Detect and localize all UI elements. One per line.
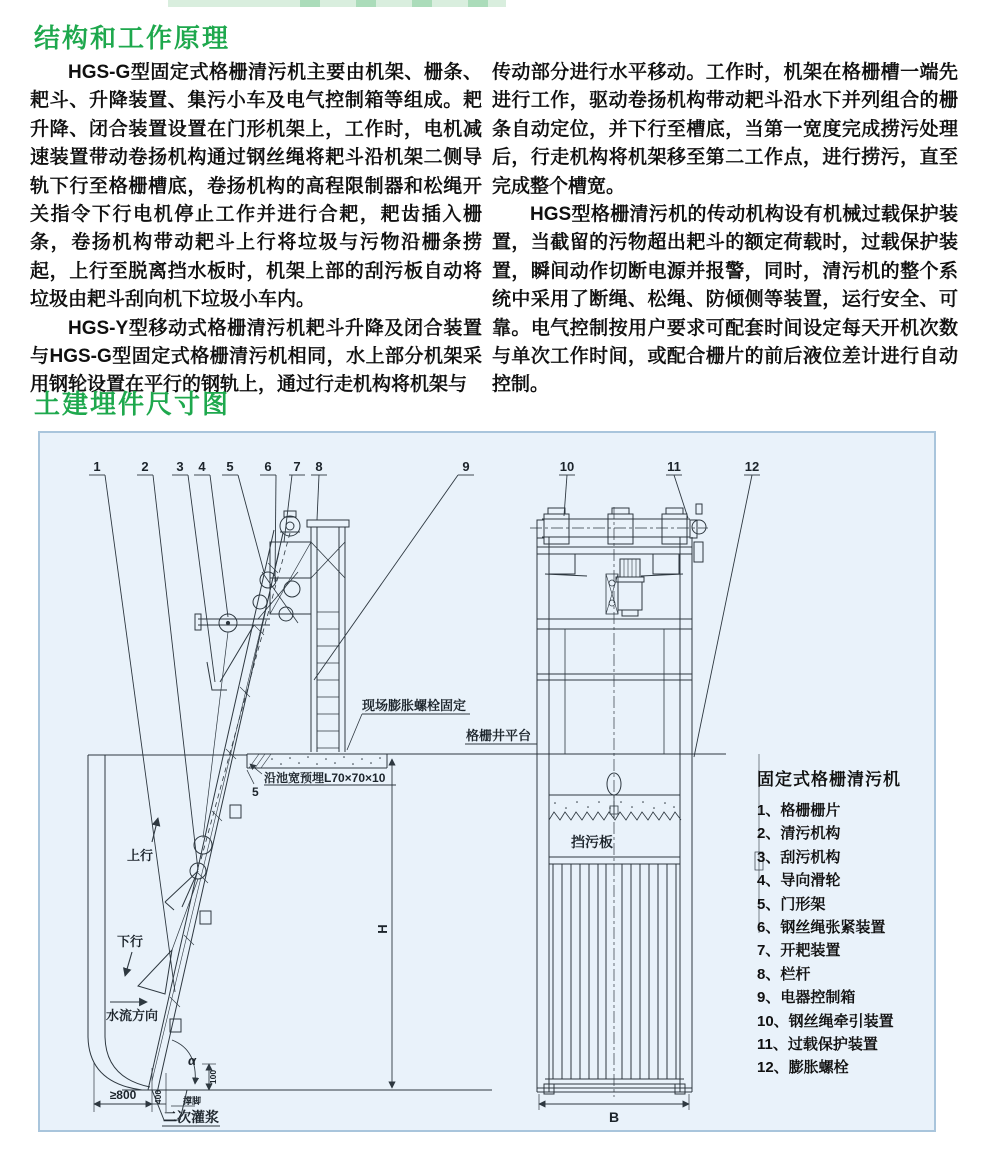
section-title-structure-principle: 结构和工作原理 bbox=[34, 23, 231, 53]
label-baffle-plate: 挡污板 bbox=[571, 834, 613, 850]
callout-10: 10 bbox=[559, 459, 575, 474]
front-view bbox=[530, 504, 763, 1110]
body-text-left-column bbox=[30, 59, 482, 400]
label-embedded-angle: 沿池宽预埋L70×70×10 bbox=[264, 771, 386, 785]
label-down: 下行 bbox=[116, 934, 144, 949]
dim-B: B bbox=[608, 1109, 620, 1125]
callout-8: 8 bbox=[315, 459, 323, 474]
callout-4: 4 bbox=[198, 459, 206, 474]
legend-item: 10、钢丝绳牵引装置 bbox=[757, 1012, 894, 1030]
paragraph: HGS-G型固定式格栅清污机主要由机架、栅条、耙斗、升降装置、集污小车及电气控制箱等组成。耙升降、闭合装置设置在门形机架上，工作时，电机减速装置带动卷扬机构通过钢丝绳将耙斗沿机架二侧导轨下行至格栅槽底，卷扬机构的高程限制器和松绳开关指令下行电机停止工作并进行合耙，耙齿插入栅条，卷扬机构带动耙斗上行将垃圾与污物沿栅条捞起，上行至脱离挡水板时，机架上部的刮污板自动将垃圾由耙斗刮向机下垃圾小车内。 bbox=[30, 62, 482, 311]
legend-item: 2、清污机构 bbox=[757, 825, 841, 843]
dim-H: H bbox=[375, 924, 390, 934]
label-embed-ref-5: 5 bbox=[252, 785, 259, 799]
legend-item: 6、钢丝绳张紧装置 bbox=[757, 919, 886, 937]
previous-section-cutoff bbox=[168, 0, 506, 7]
callout-leaders bbox=[89, 475, 760, 992]
paragraph: HGS型格栅清污机的传动机构设有机械过载保护装置，当截留的污物超出耙斗的额定荷载时，过载保护装置，瞬间动作切断电源并报警，同时，清污机的整个系统中采用了断绳、松绳、防倾侧等装置，运行安全、可靠。电气控制按用户要求可配套时间设定每天开机次数与单次工作时间，或配合栅片的前后液位差计进行自动控制。 bbox=[492, 204, 958, 396]
label-site-expansion-bolt: 现场膨胀螺栓固定 bbox=[362, 698, 467, 713]
legend-item: 7、开耙装置 bbox=[757, 942, 841, 960]
callout-1: 1 bbox=[93, 459, 101, 474]
label-secondary-grouting: 二次灌浆 bbox=[163, 1109, 219, 1125]
callout-9: 9 bbox=[462, 459, 470, 474]
parts-legend bbox=[757, 765, 935, 1080]
paragraph: 传动部分进行水平移动。工作时，机架在格栅槽一端先进行工作，驱动卷扬机构带动耙斗沿水下并列组合的栅条自动定位，并下行至槽底，当第一宽度完成捞污处理后，行走机构将机架移至第二工作点，进行捞污，直至完成整个槽宽。 bbox=[492, 62, 958, 197]
water-speckle bbox=[554, 801, 675, 809]
callout-numbers bbox=[93, 459, 759, 474]
section-title-civil-dimensions: 土建埋件尺寸图 bbox=[34, 389, 231, 419]
callout-3: 3 bbox=[176, 459, 184, 474]
label-screen-well-platform: 格栅井平台 bbox=[466, 728, 532, 743]
label-support-foot: 撑脚 bbox=[183, 1096, 202, 1106]
callout-6: 6 bbox=[264, 459, 272, 474]
label-flow-direction: 水流方向 bbox=[106, 1008, 159, 1023]
slab-speckle bbox=[271, 756, 381, 765]
legend-item: 4、导向滑轮 bbox=[757, 872, 841, 890]
legend-item: 9、电器控制箱 bbox=[757, 989, 856, 1007]
civil-embedment-diagram-panel bbox=[38, 431, 936, 1132]
legend-item: 5、门形架 bbox=[757, 895, 826, 913]
legend-item: 8、栏杆 bbox=[757, 965, 811, 983]
dim-ge800: ≥800 bbox=[109, 1088, 137, 1102]
legend-title: 固定式格栅清污机 bbox=[757, 770, 901, 789]
side-view bbox=[88, 511, 726, 1126]
callout-11: 11 bbox=[667, 459, 681, 474]
legend-item: 3、刮污机构 bbox=[757, 848, 841, 866]
dim-100: 100 bbox=[208, 1069, 218, 1085]
legend-item: 12、膨胀螺栓 bbox=[757, 1059, 849, 1077]
paragraph: HGS-Y型移动式格栅清污机耙斗升降及闭合装置与HGS-G型固定式格栅清污机相同，水上部分机架采用钢轮设置在平行的钢轨上，通过行走机构将机架与 bbox=[30, 317, 482, 396]
callout-7: 7 bbox=[293, 459, 301, 474]
legend-item: 1、格栅栅片 bbox=[757, 802, 841, 819]
legend-item: 11、过载保护装置 bbox=[757, 1036, 878, 1054]
callout-12: 12 bbox=[744, 459, 760, 474]
body-text-right-column bbox=[492, 59, 958, 400]
callout-5: 5 bbox=[226, 459, 234, 474]
dim-alpha: α bbox=[188, 1053, 197, 1068]
dim-400: 400 bbox=[153, 1089, 163, 1105]
label-up: 上行 bbox=[126, 848, 154, 863]
callout-2: 2 bbox=[141, 459, 149, 474]
